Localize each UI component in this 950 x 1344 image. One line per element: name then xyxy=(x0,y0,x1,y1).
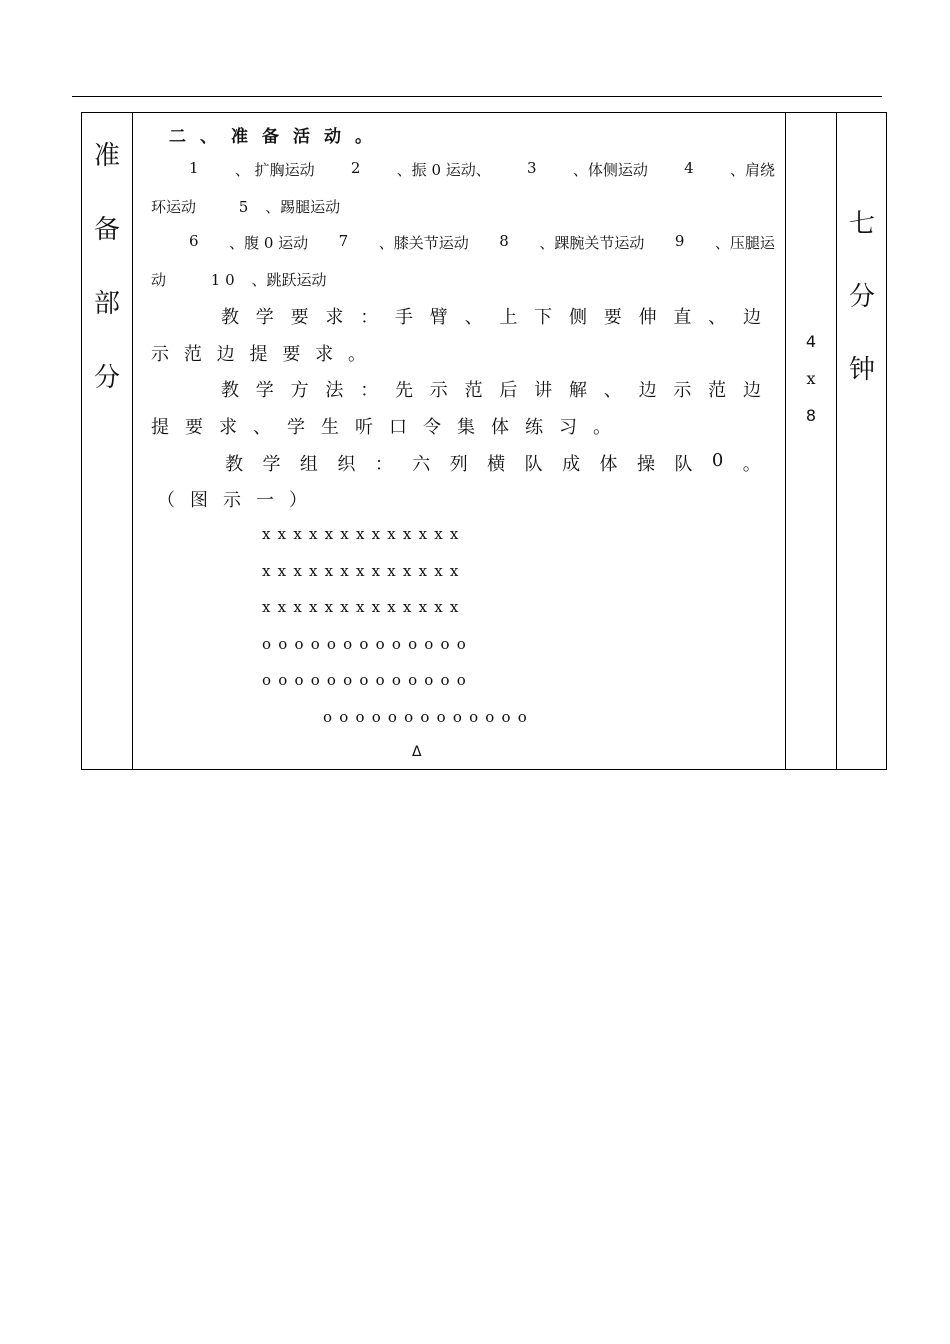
char: 集 xyxy=(457,417,475,438)
formation-row: ooooooooooooo xyxy=(262,635,473,653)
figure-caption xyxy=(157,486,307,512)
formation-row: xxxxxxxxxxxxx xyxy=(262,598,466,616)
char: 、 xyxy=(253,417,271,438)
exercise-name: 、肩绕 xyxy=(729,161,775,179)
char: 。 xyxy=(347,344,366,365)
char: 教 xyxy=(221,380,239,401)
reps-count: 4 xyxy=(805,332,817,351)
section-label-char: 部 xyxy=(93,289,120,319)
char: 要 xyxy=(603,307,622,328)
char: 学 xyxy=(287,417,305,438)
formation-row: xxxxxxxxxxxxx xyxy=(262,562,466,580)
char: 成 xyxy=(562,454,581,475)
exercise-row xyxy=(151,269,326,290)
char: 要 xyxy=(290,307,309,328)
organization-line xyxy=(225,450,761,476)
char: 范 xyxy=(708,380,727,401)
requirement-line xyxy=(151,340,366,366)
char: ） xyxy=(289,490,307,511)
char: 求 xyxy=(315,344,334,365)
char: 示 xyxy=(673,380,692,401)
char: 队 xyxy=(524,454,543,475)
char: 图 xyxy=(190,490,208,511)
exercise-number: 4 xyxy=(684,159,694,177)
char: 法 xyxy=(325,380,344,401)
column-divider xyxy=(785,113,786,769)
exercise-name: 、腹 0 运动 xyxy=(229,234,309,252)
char: 练 xyxy=(525,417,543,438)
char: 听 xyxy=(355,417,373,438)
char: ： xyxy=(360,380,379,401)
exercise-number: 3 xyxy=(527,159,537,177)
exercise-name: 、压腿运 xyxy=(714,234,775,252)
exercise-name: 、 扩胸运动 xyxy=(234,161,315,179)
activity-heading: 二、准备活动。 xyxy=(169,127,386,147)
requirement-line xyxy=(221,303,761,329)
duration-char: 钟 xyxy=(848,355,875,385)
exercise-number: 1 xyxy=(189,159,199,177)
char: 操 xyxy=(636,454,655,475)
char: ： xyxy=(374,454,393,475)
section-label xyxy=(82,143,132,439)
section-label-char: 分 xyxy=(93,363,120,393)
char: 口 xyxy=(389,417,407,438)
reps-beats: 8 xyxy=(805,406,817,425)
char: 范 xyxy=(183,344,202,365)
exercise-row xyxy=(189,159,775,180)
char: 学 xyxy=(262,454,281,475)
exercise-number: 6 xyxy=(189,232,199,250)
char: 教 xyxy=(225,454,243,475)
char: 下 xyxy=(534,307,553,328)
char: 解 xyxy=(568,380,587,401)
exercise-name: 、体侧运动 xyxy=(572,161,648,179)
char: 生 xyxy=(321,417,339,438)
char: 、 xyxy=(464,307,483,328)
exercise-number: 8 xyxy=(499,232,509,250)
exercise-number: 2 xyxy=(350,159,361,177)
duration xyxy=(837,211,887,430)
formation-row: xxxxxxxxxxxxx xyxy=(262,525,466,543)
method-line xyxy=(221,376,761,402)
char: 横 xyxy=(487,454,506,475)
char: 0 xyxy=(711,450,724,471)
char: 习 xyxy=(559,417,577,438)
exercise-name: 、振 0 运动、 xyxy=(396,161,491,179)
exercise-number: 9 xyxy=(674,232,685,250)
exercise-name: 、踝腕关节运动 xyxy=(539,234,645,252)
char: 列 xyxy=(449,454,468,475)
formation-row: ooooooooooooo xyxy=(262,671,473,689)
section-label-char: 备 xyxy=(93,215,120,245)
char: 侧 xyxy=(568,307,587,328)
char: （ xyxy=(157,490,175,511)
char: 令 xyxy=(423,417,441,438)
char: 范 xyxy=(464,380,483,401)
char: 。 xyxy=(742,454,761,475)
char: 边 xyxy=(638,380,657,401)
char: 示 xyxy=(429,380,448,401)
char: 提 xyxy=(151,417,169,438)
exercise-name: 环运动 xyxy=(151,198,197,216)
char: 伸 xyxy=(638,307,657,328)
char: 手 xyxy=(394,307,413,328)
char: 示 xyxy=(223,490,241,511)
char: 讲 xyxy=(534,380,553,401)
method-line xyxy=(151,413,611,439)
char: 要 xyxy=(185,417,203,438)
exercise-number: 5 xyxy=(238,198,249,216)
char: 臂 xyxy=(429,307,448,328)
char: 、 xyxy=(603,380,622,401)
char: 示 xyxy=(151,344,169,365)
char: 体 xyxy=(491,417,509,438)
char: 方 xyxy=(290,380,309,401)
char: 。 xyxy=(593,417,611,438)
exercise-row xyxy=(189,232,775,253)
char: 一 xyxy=(256,490,274,511)
exercise-name: 、跳跃运动 xyxy=(251,271,327,289)
char: 学 xyxy=(255,307,274,328)
exercise-row xyxy=(151,196,340,217)
char: 后 xyxy=(499,380,518,401)
char: 边 xyxy=(742,380,761,401)
char: 织 xyxy=(337,454,356,475)
exercise-name: 动 xyxy=(151,271,167,289)
char: 直 xyxy=(673,307,692,328)
reps-times: x xyxy=(806,369,816,388)
column-divider xyxy=(132,113,133,769)
char: 边 xyxy=(216,344,235,365)
exercise-name: 、踢腿运动 xyxy=(265,198,341,216)
char: 求 xyxy=(325,307,344,328)
char: 边 xyxy=(742,307,761,328)
char: 教 xyxy=(221,307,239,328)
char: 、 xyxy=(708,307,727,328)
char: 队 xyxy=(674,454,693,475)
exercise-number: 1 0 xyxy=(210,271,235,289)
duration-char: 分 xyxy=(848,282,875,312)
char: 先 xyxy=(394,380,413,401)
char: 学 xyxy=(255,380,274,401)
char: 组 xyxy=(299,454,318,475)
formation-row: ooooooooooooo xyxy=(323,708,534,726)
char: 体 xyxy=(599,454,618,475)
char: 提 xyxy=(249,344,268,365)
char: ： xyxy=(360,307,379,328)
char: 上 xyxy=(499,307,518,328)
char: 求 xyxy=(219,417,237,438)
char: 要 xyxy=(282,344,301,365)
top-rule xyxy=(72,96,882,97)
section-label-char: 准 xyxy=(93,141,120,171)
char: 六 xyxy=(412,454,431,475)
lesson-plan-table xyxy=(81,112,887,770)
exercise-number: 7 xyxy=(338,232,349,250)
exercise-name: 、膝关节运动 xyxy=(378,234,469,252)
teacher-marker: Δ xyxy=(412,744,422,760)
duration-char: 七 xyxy=(848,209,875,239)
repetitions xyxy=(786,323,836,434)
